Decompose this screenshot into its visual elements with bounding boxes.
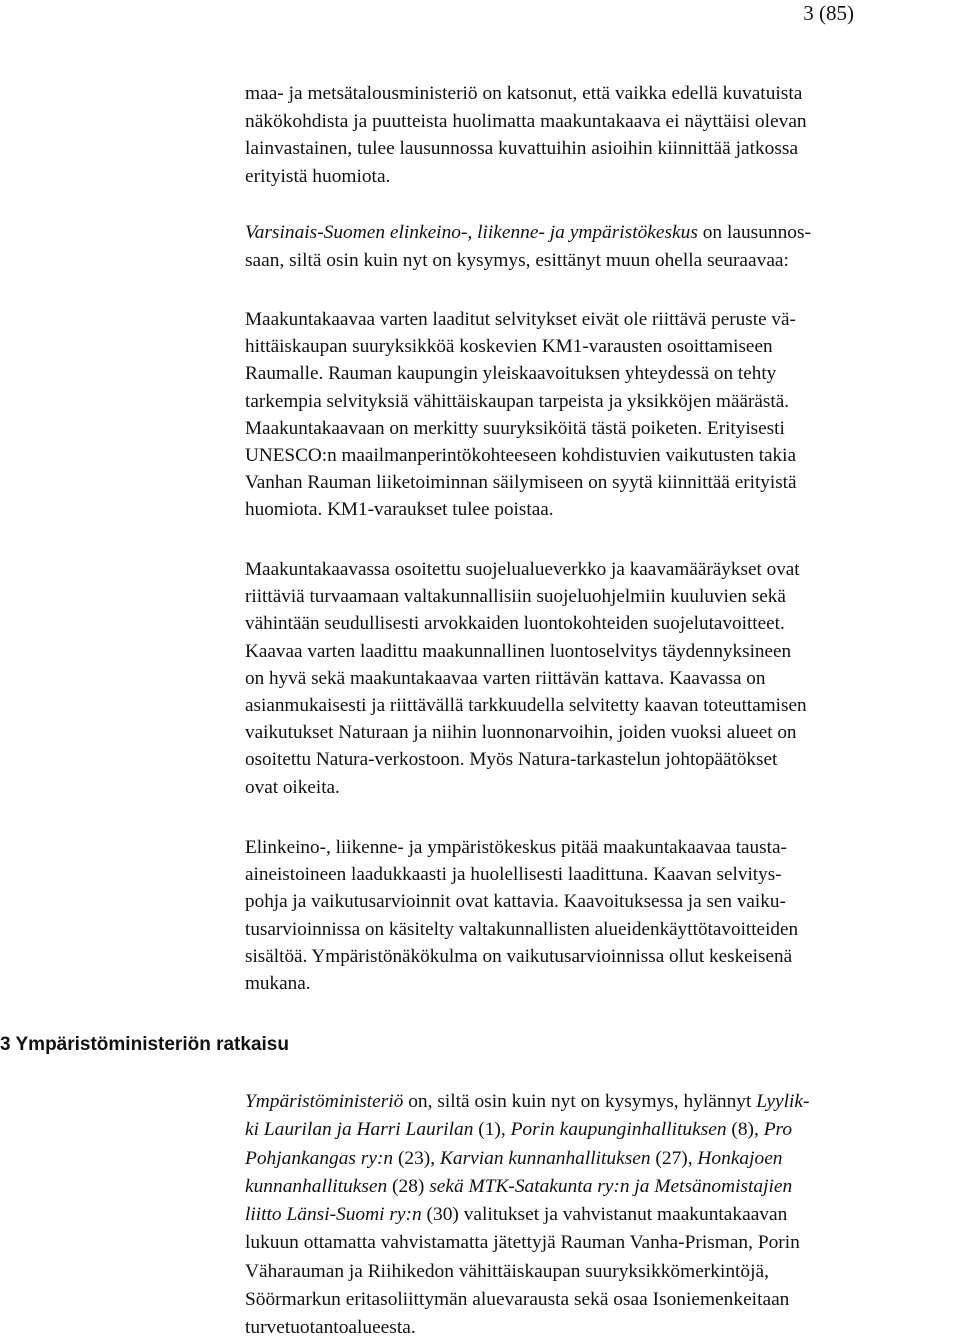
text-line: Väharauman ja Riihikedon vähittäiskaupan suuryksikkömerkintöjä, (245, 1260, 769, 1282)
organization-name: Ympäristöministeriö (245, 1091, 404, 1112)
page-number: 3 (85) (803, 1, 854, 25)
text-line: Maakuntakaavaan on merkitty suuryksiköitä tästä poiketen. Erityisesti (245, 417, 785, 439)
text-line (245, 219, 957, 247)
paragraph-3 (245, 306, 957, 524)
appellant-name: ki Laurilan ja Harri Laurilan (245, 1119, 474, 1141)
text-line: vähintään seudullisesti arvokkaiden luontokohteiden suojelutavoitteet. (245, 613, 785, 635)
appellant-name: liitto Länsi-Suomi ry:n (245, 1204, 422, 1226)
paragraph-1 (245, 80, 957, 191)
text-line: Maakuntakaavaa varten laaditut selvitykset eivät ole riittävä peruste vä- (245, 309, 796, 330)
text-run: on, siltä osin kuin nyt on kysymys, hylännyt (403, 1091, 757, 1112)
text-line: Kaavaa varten laadittu maakunnallinen luontoselvitys täydennyksineen (245, 640, 792, 662)
paragraph-6 (245, 1088, 957, 1343)
text-line: pohja ja vaikutusarvioinnit ovat kattavia. Kaavoituksessa ja sen vaiku- (245, 891, 786, 913)
organization-name: Varsinais-Suomen elinkeino-, liikenne- ja ympäristökeskus (245, 222, 698, 243)
text-line: turvetuotantoalueesta. (245, 1317, 416, 1339)
appellant-name: Karvian kunnanhallituksen (439, 1147, 651, 1169)
text-line: on hyvä sekä maakuntakaavaa varten riittävän kattava. Kaavassa on (245, 667, 766, 689)
text-line: UNESCO:n maailmanperintökohteeseen kohdistuvien vaikutusten takia (245, 445, 796, 467)
text-run: (23), (393, 1147, 440, 1169)
appellant-name: kunnanhallituksen (245, 1175, 388, 1197)
appellant-name: Pohjankangas ry:n (245, 1147, 394, 1169)
text-run: (8), (726, 1119, 764, 1141)
text-run: on lausunnos- (697, 222, 811, 243)
text-line: Maakuntakaavassa osoitettu suojelualueverkko ja kaavamääräykset ovat (245, 559, 800, 580)
text-line: asianmukaisesti ja riittävällä tarkkuudella selvitetty kaavan toteuttamisen (245, 695, 807, 717)
text-line: Vanhan Rauman liiketoiminnan säilymiseen on syytä kiinnittää erityistä (245, 472, 797, 494)
text-line (245, 1201, 957, 1229)
text-line: osoitettu Natura-verkostoon. Myös Natura-tarkastelun johtopäätökset (245, 749, 778, 771)
text-line: mukana. (245, 973, 311, 995)
text-line: tusarvioinnissa on käsitelty valtakunnallisten alueidenkäyttötavoitteiden (245, 918, 799, 940)
text-line: lukuun ottamatta vahvistamatta jätettyjä Rauman Vanha-Prisman, Porin (245, 1232, 800, 1254)
text-line (245, 1173, 957, 1201)
text-line: vaikutukset Naturaan ja niihin luonnonarvoihin, joiden vuoksi alueet on (245, 722, 797, 744)
section-heading: 3 Ympäristöministeriön ratkaisu (0, 1034, 289, 1055)
paragraph-2 (245, 219, 957, 274)
text-line: näkökohdista ja puutteista huolimatta maakuntakaava ei näyttäisi olevan (245, 110, 807, 132)
text-run: (30) valitukset ja vahvistanut maakuntakaavan (421, 1204, 788, 1226)
text-line: huomiota. KM1-varaukset tulee poistaa. (245, 499, 554, 521)
text-line: sisältöä. Ympäristönäkökulma on vaikutusarvioinnissa ollut keskeisenä (245, 945, 793, 967)
text-line: erityistä huomiota. (245, 166, 391, 188)
text-line: tarkempia selvityksiä vähittäiskaupan tarpeista ja yksikköjen määrästä. (245, 390, 790, 412)
paragraph-4 (245, 556, 957, 801)
text-line: aineistoineen laadukkaasti ja huolellisesti laadittuna. Kaavan selvitys- (245, 864, 782, 886)
text-run: (28) (387, 1175, 430, 1197)
appellant-name: Honkajoen (697, 1147, 783, 1169)
text-line: hittäiskaupan suuryksikköä koskevien KM1-varausten osoittamiseen (245, 336, 773, 358)
appellant-name: Lyylik- (756, 1091, 810, 1112)
text-run: (27), (650, 1147, 698, 1169)
paragraph-5 (245, 834, 957, 997)
text-line: lainvastainen, tulee lausunnossa kuvattuihin asioihin kiinnittää jatkossa (245, 138, 799, 160)
text-line: ovat oikeita. (245, 776, 340, 798)
text-line: riittäviä turvaamaan valtakunnallisiin suojeluohjelmiin kuuluvien sekä (245, 586, 786, 608)
text-line (245, 1145, 957, 1173)
text-line (245, 1116, 957, 1144)
text-line (245, 1088, 957, 1116)
text-line: maa- ja metsätalousministeriö on katsonut, että vaikka edellä kuvatuista (245, 83, 803, 104)
text-line: Elinkeino-, liikenne- ja ympäristökeskus pitää maakuntakaavaa tausta- (245, 837, 787, 858)
appellant-name: Porin kaupunginhallituksen (510, 1119, 727, 1141)
text-line: saan, siltä osin kuin nyt on kysymys, esittänyt muun ohella seuraavaa: (245, 249, 789, 271)
appellant-name: Pro (763, 1119, 793, 1141)
text-line: Raumalle. Rauman kaupungin yleiskaavoituksen yhteydessä on tehty (245, 363, 777, 385)
text-line: Söörmarkun eritasoliittymän aluevarausta sekä osaa Isoniemenkeitaan (245, 1289, 790, 1311)
appellant-name: sekä MTK-Satakunta ry:n ja Metsänomistajien (429, 1175, 793, 1197)
text-run: (1), (473, 1119, 511, 1141)
